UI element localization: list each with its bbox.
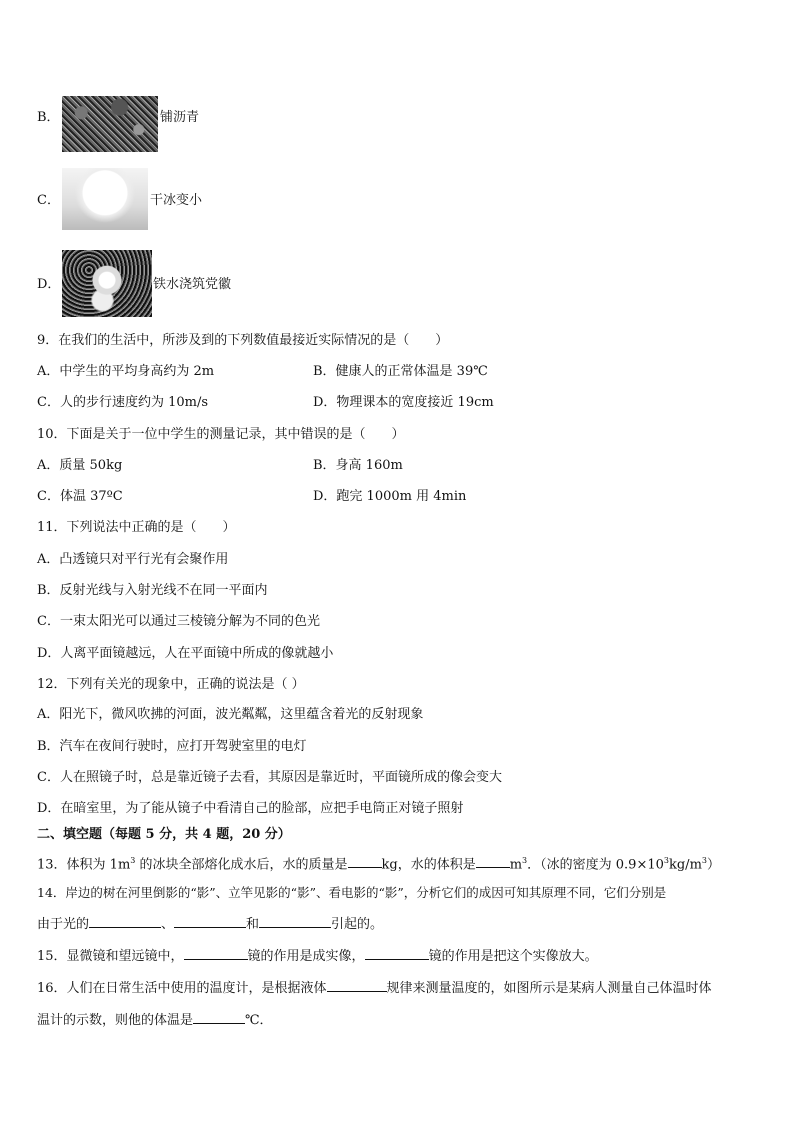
q15-line xyxy=(37,946,598,966)
q12-option-a: A．阳光下，微风吹拂的河面，波光粼粼，这里蕴含着光的反射现象 xyxy=(37,707,424,722)
q11-option-b: B．反射光线与入射光线不在同一平面内 xyxy=(37,583,268,598)
q15-blank-1[interactable] xyxy=(184,946,248,960)
q10-stem: 10．下面是关于一位中学生的测量记录，其中错误的是（ ） xyxy=(37,427,405,442)
q13-text-2: 的冰块全部熔化成水后，水的质量是 xyxy=(135,857,348,873)
q14-text-3: 和 xyxy=(246,917,260,932)
q10-option-b: B．身高 160m xyxy=(313,458,403,473)
q13-text-5: ．（冰的密度为 0.9×10 xyxy=(527,857,664,873)
q9-option-d: D．物理课本的宽度接近 19cm xyxy=(313,395,494,410)
q11-option-a: A．凸透镜只对平行光有会聚作用 xyxy=(37,552,229,567)
q14-line-2 xyxy=(37,914,383,934)
q13-sup-2: 3 xyxy=(522,856,528,865)
q12-stem: 12．下列有关光的现象中，正确的说法是（ ） xyxy=(37,677,305,692)
q14-blank-2[interactable] xyxy=(174,914,246,928)
q16-blank-2[interactable] xyxy=(193,1010,245,1024)
q16-line-1 xyxy=(37,978,712,998)
q13-text-4: m xyxy=(509,857,523,873)
q13-text-1: 13．体积为 1m xyxy=(37,857,131,873)
q14-text-1: 由于光的 xyxy=(37,917,90,932)
q14-blank-1[interactable] xyxy=(89,914,161,928)
option-b-text: 铺沥青 xyxy=(160,110,200,125)
q14-blank-3[interactable] xyxy=(259,914,331,928)
q13-text-7: ） xyxy=(706,857,720,873)
q14-text-2: 、 xyxy=(161,917,175,932)
q10-option-c: C．体温 37ºC xyxy=(37,489,123,504)
q13-blank-mass[interactable] xyxy=(348,854,382,868)
q11-option-d: D．人离平面镜越远，人在平面镜中所成的像就越小 xyxy=(37,646,334,661)
option-c-text: 干冰变小 xyxy=(150,193,203,208)
q16-line-2 xyxy=(37,1010,273,1030)
q14-text-4: 引起的。 xyxy=(331,917,384,932)
q15-text-1: 15．显微镜和望远镜中， xyxy=(37,949,184,964)
q13-blank-volume[interactable] xyxy=(476,854,510,868)
q13-sup-4: 3 xyxy=(701,856,707,865)
q15-text-3: 镜的作用是把这个实像放大。 xyxy=(428,949,598,964)
q13-sup-1: 3 xyxy=(130,856,136,865)
option-d-text: 铁水浇筑党徽 xyxy=(153,277,232,292)
q11-stem: 11．下列说法中正确的是（ ） xyxy=(37,520,236,535)
asphalt-paving-photo xyxy=(62,96,158,152)
q16-text-4: ℃． xyxy=(245,1013,273,1028)
dry-ice-photo xyxy=(62,168,148,230)
option-c-letter: C． xyxy=(37,193,60,208)
q9-option-a: A．中学生的平均身高约为 2m xyxy=(37,364,215,379)
q10-option-a: A．质量 50kg xyxy=(37,458,123,473)
q12-option-c: C．人在照镜子时，总是靠近镜子去看，其原因是靠近时，平面镜所成的像会变大 xyxy=(37,770,502,785)
q9-stem: 9．在我们的生活中，所涉及到的下列数值最接近实际情况的是（ ） xyxy=(37,333,449,348)
q16-text-2: 规律来测量温度的，如图所示是某病人测量自己体温时体 xyxy=(386,981,712,996)
q15-blank-2[interactable] xyxy=(365,946,429,960)
q13-text-6: kg/m xyxy=(668,857,702,873)
section-heading: 二、填空题（每题 5 分，共 4 题，20 分） xyxy=(37,827,291,842)
q13-text-3: kg，水的体积是 xyxy=(381,857,476,873)
q16-blank-1[interactable] xyxy=(327,978,387,992)
q16-text-1: 16．人们在日常生活中使用的温度计，是根据液体 xyxy=(37,981,327,996)
q16-text-3: 温计的示数，则他的体温是 xyxy=(37,1013,194,1028)
q11-option-c: C．一束太阳光可以通过三棱镜分解为不同的色光 xyxy=(37,614,320,629)
q12-option-d: D．在暗室里，为了能从镜子中看清自己的脸部，应把手电筒正对镜子照射 xyxy=(37,801,464,816)
q12-option-b: B．汽车在夜间行驶时，应打开驾驶室里的电灯 xyxy=(37,739,307,754)
q14-line-1: 14．岸边的树在河里倒影的“影”、立竿见影的“影”、看电影的“影”，分析它们的成因可知其原理不同，它们分别是 xyxy=(37,885,667,900)
q13-sup-3: 3 xyxy=(663,856,669,865)
q9-option-b: B．健康人的正常体温是 39℃ xyxy=(313,364,488,379)
q10-option-d: D．跑完 1000m 用 4min xyxy=(313,489,467,504)
molten-iron-casting-photo xyxy=(62,250,152,317)
option-b-letter: B． xyxy=(37,110,60,125)
q9-option-c: C．人的步行速度约为 10m/s xyxy=(37,395,208,410)
q13-line xyxy=(37,852,720,874)
q15-text-2: 镜的作用是成实像， xyxy=(247,949,365,964)
option-d-letter: D． xyxy=(37,277,61,292)
